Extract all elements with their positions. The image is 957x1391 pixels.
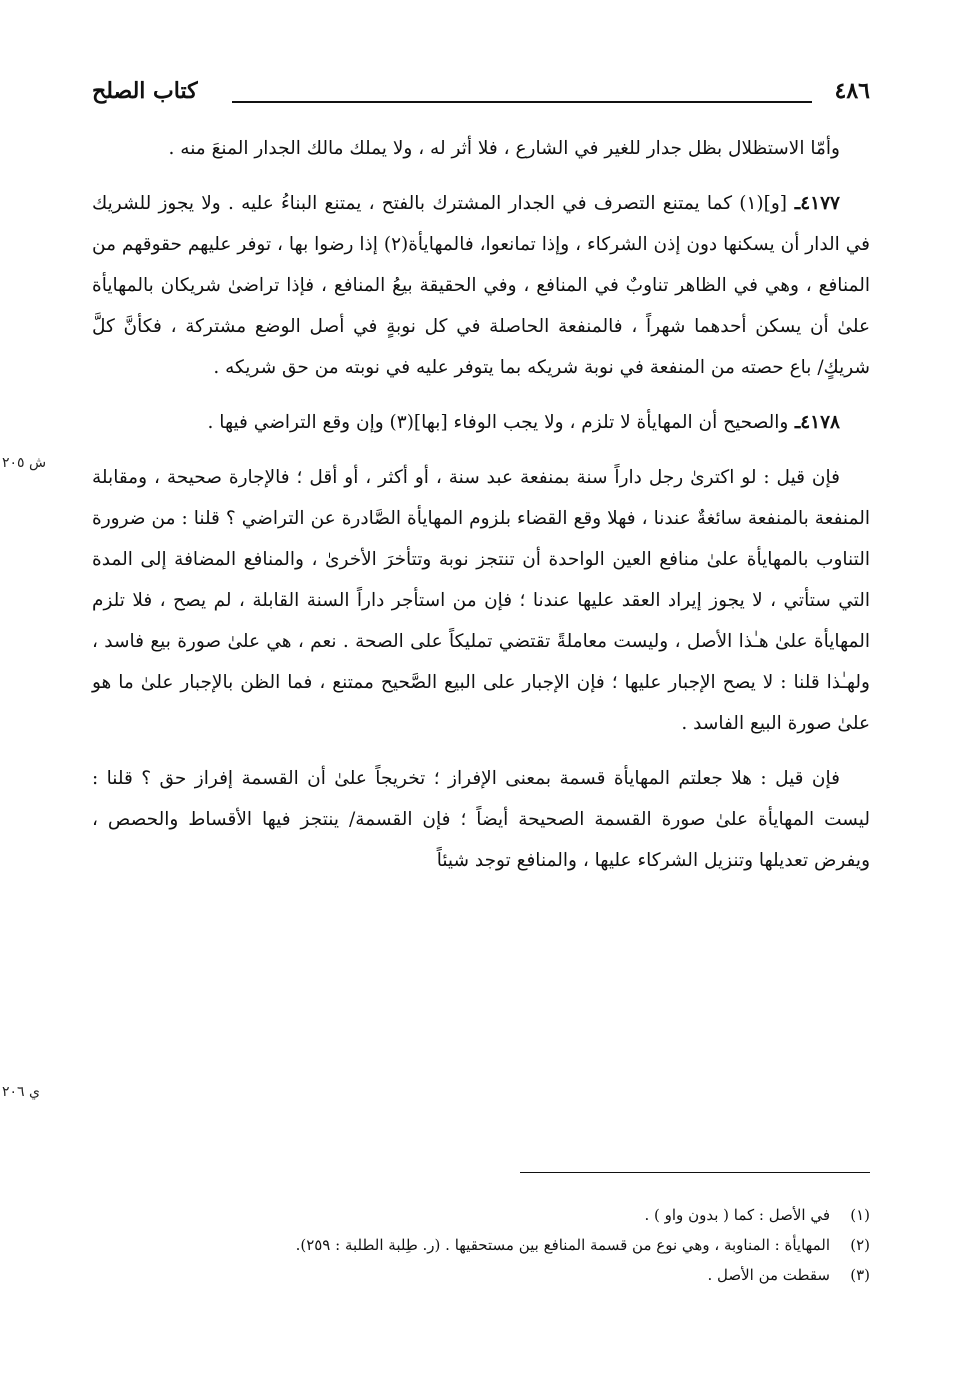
footnote-2: (٢)المهايأة : المناوبة ، وهي نوع من قسمة المنافع بين مستحقيها . (ر. طِلبة الطلبة : ٢٥٩). [295,1236,870,1254]
paragraph-objection-1: فإن قيل : لو اكترىٰ رجل داراً سنة بمنفعة عبد سنة ، أو أكثر ، أو أقل ؛ فالإجارة صحيحة ، ومقابلة المنفعة بالمنفعة سائغةٌ عندنا ، فهلا وقع القضاء بلزوم المهايأة الصَّادرة عن التراضي ؟ قلنا : من ضرورة التناوب بالمهايأة علىٰ منافع العين الواحدة أن تنتجز نوبة وتتأخرَ الأخرىٰ ، والمنافع المضافة إلى المدة التي ستأتي ، لا يجوز إيراد العقد عليها عندنا ؛ فإن من استأجر داراً السنة القابلة ، لم يصح ، فلا تلزم المهايأة علىٰ هـٰذا الأصل ، وليست معاملةً تقتضي تمليكاً على الصحة . نعم ، هي علىٰ صورة بيع فاسد ، ولهـٰذا قلنا : لا يصح الإجبار عليها ؛ فإن الإجبار على البيع الصَّحيح ممتنع ، فما الظن بالإجبار علىٰ ما هو علىٰ صورة البيع الفاسد . [92,467,870,734]
running-title: كتاب الصلح [92,78,198,104]
section-number: ٤١٧٨ـ [788,412,840,433]
margin-page-reference: ش ٢٠٥ [2,455,47,471]
footnote-3: (٣)سقطت من الأصل . [707,1266,870,1284]
paragraph-objection-2: فإن قيل : هلا جعلتم المهايأة قسمة بمعنى الإفراز ؛ تخريجاً علىٰ أن القسمة إفراز حق ؟ قلنا : ليست المهايأة علىٰ صورة القسمة الصحيحة أيضاً ؛ فإن القسمة/ ينتجز فيها الأقساط والحصص ، ويفرض تعديلها وتنزيل الشركاء عليها ، والمنافع توجد شيئاً [92,768,870,871]
footnote-rule [520,1172,870,1173]
paragraph-4177: ٤١٧٧ـ [و](١) كما يمتنع التصرف في الجدار المشترك بالفتح ، يمتنع البناءُ عليه . ولا يجوز للشريك في الدار أن يسكنها دون إذن الشركاء ، وإذا تمانعوا، فالمهايأة(٢) إذا رضوا بها ، توفر عليهم حقوقهم من المنافع ، وهي في الظاهر تناوبٌ في المنافع ، وفي الحقيقة بيعُ المنافع ، فإذا تراضىٰ شريكان بالمهايأة علىٰ أن يسكن أحدهما شهراً ، فالمنفعة الحاصلة في كل نوبةٍ في أصل الوضع مشتركة ، فكأنَّ كلَّ شريكٍ/ باع حصته من المنفعة في نوبة شريكه بما يتوفر عليه في نوبته من حق شريكه . [92,193,870,378]
margin-page-reference: ي ٢٠٦ [2,1084,40,1100]
footnotes [92,1200,870,1290]
header-rule [232,101,812,103]
main-text [92,128,870,881]
page-number: ٤٨٦ [834,78,870,104]
page-header [92,76,870,116]
paragraph-1: وأمّا الاستظلال بظل جدار للغير في الشارع ، فلا أثر له ، ولا يملك مالك الجدار المنعَ منه . [168,138,840,159]
footnote-1: (١)في الأصل : كما ( بدون واو ) . [644,1206,870,1224]
paragraph-4178: ٤١٧٨ـ والصحيح أن المهايأة لا تلزم ، ولا يجب الوفاء [بها](٣) وإن وقع التراضي فيها . [207,412,840,433]
section-number: ٤١٧٧ـ [787,193,840,214]
